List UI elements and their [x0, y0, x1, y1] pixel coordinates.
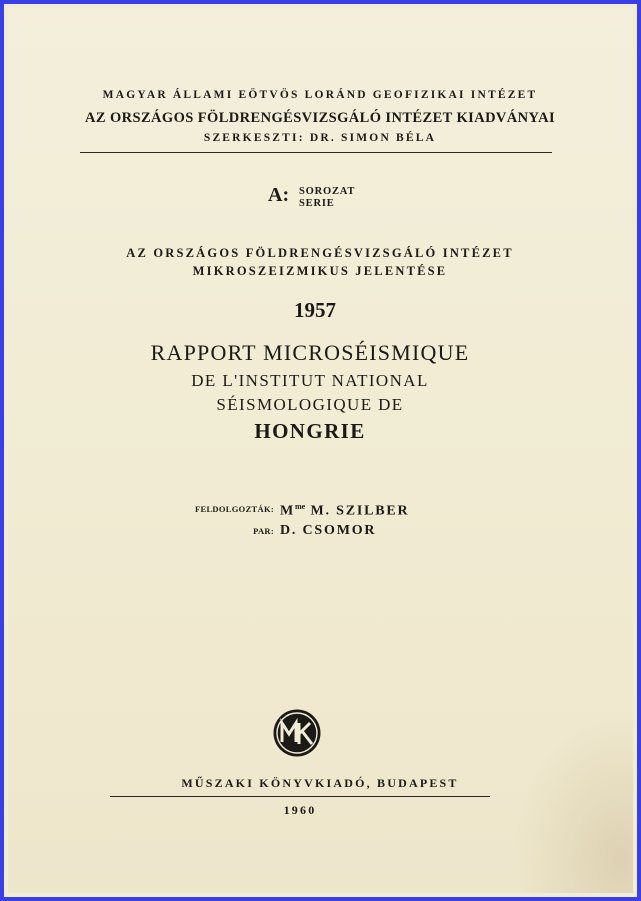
publisher-logo-icon — [272, 708, 322, 758]
publisher-rule — [110, 796, 490, 797]
header-rule — [80, 152, 552, 153]
title-fr-line1: RAPPORT MICROSÉISMIQUE — [150, 340, 470, 365]
editor-line: SZERKESZTI: DR. SIMON BÉLA — [203, 132, 437, 144]
logo-letters: MK — [297, 756, 299, 757]
paper-stain — [513, 713, 633, 893]
series-word-fr: SERIE — [299, 198, 335, 209]
report-year: 1957 — [294, 298, 336, 322]
credit-name-2 — [280, 523, 376, 539]
credit-name-1 — [280, 502, 409, 520]
series-letter: A: — [268, 184, 290, 206]
credit-prefix-1: M — [280, 503, 296, 519]
publication-year: 1960 — [283, 803, 317, 817]
institute-name: MAGYAR ÁLLAMI EÖTVÖS LORÁND GEOFIZIKAI INTÉZET — [102, 89, 538, 101]
title-hu-line2: MIKROSZEIZMIKUS JELENTÉSE — [192, 264, 448, 278]
title-hu-line1: AZ ORSZÁGOS FÖLDRENGÉSVIZSGÁLÓ INTÉZET — [126, 246, 514, 260]
series-label — [299, 186, 355, 210]
credit-surname-2: D. CSOMOR — [280, 523, 377, 538]
title-fr-line3: SÉISMOLOGIQUE DE — [216, 395, 404, 414]
publisher-name: MŰSZAKI KÖNYVKIADÓ, BUDAPEST — [181, 776, 459, 790]
credit-label-2: PAR: — [253, 526, 274, 536]
credit-label-1: FELDOLGOZTÁK: — [195, 504, 274, 514]
title-fr-line4: HONGRIE — [254, 419, 366, 443]
credit-surname-1: M. SZILBER — [310, 503, 410, 519]
credit-prefix-sup-1: me — [295, 502, 306, 511]
series-word-hu: SOROZAT — [299, 186, 356, 197]
publication-series-title: AZ ORSZÁGOS FÖLDRENGÉSVIZSGÁLÓ INTÉZET KIADVÁNYAI — [84, 110, 556, 126]
title-fr-line2: DE L'INSTITUT NATIONAL — [191, 371, 429, 390]
